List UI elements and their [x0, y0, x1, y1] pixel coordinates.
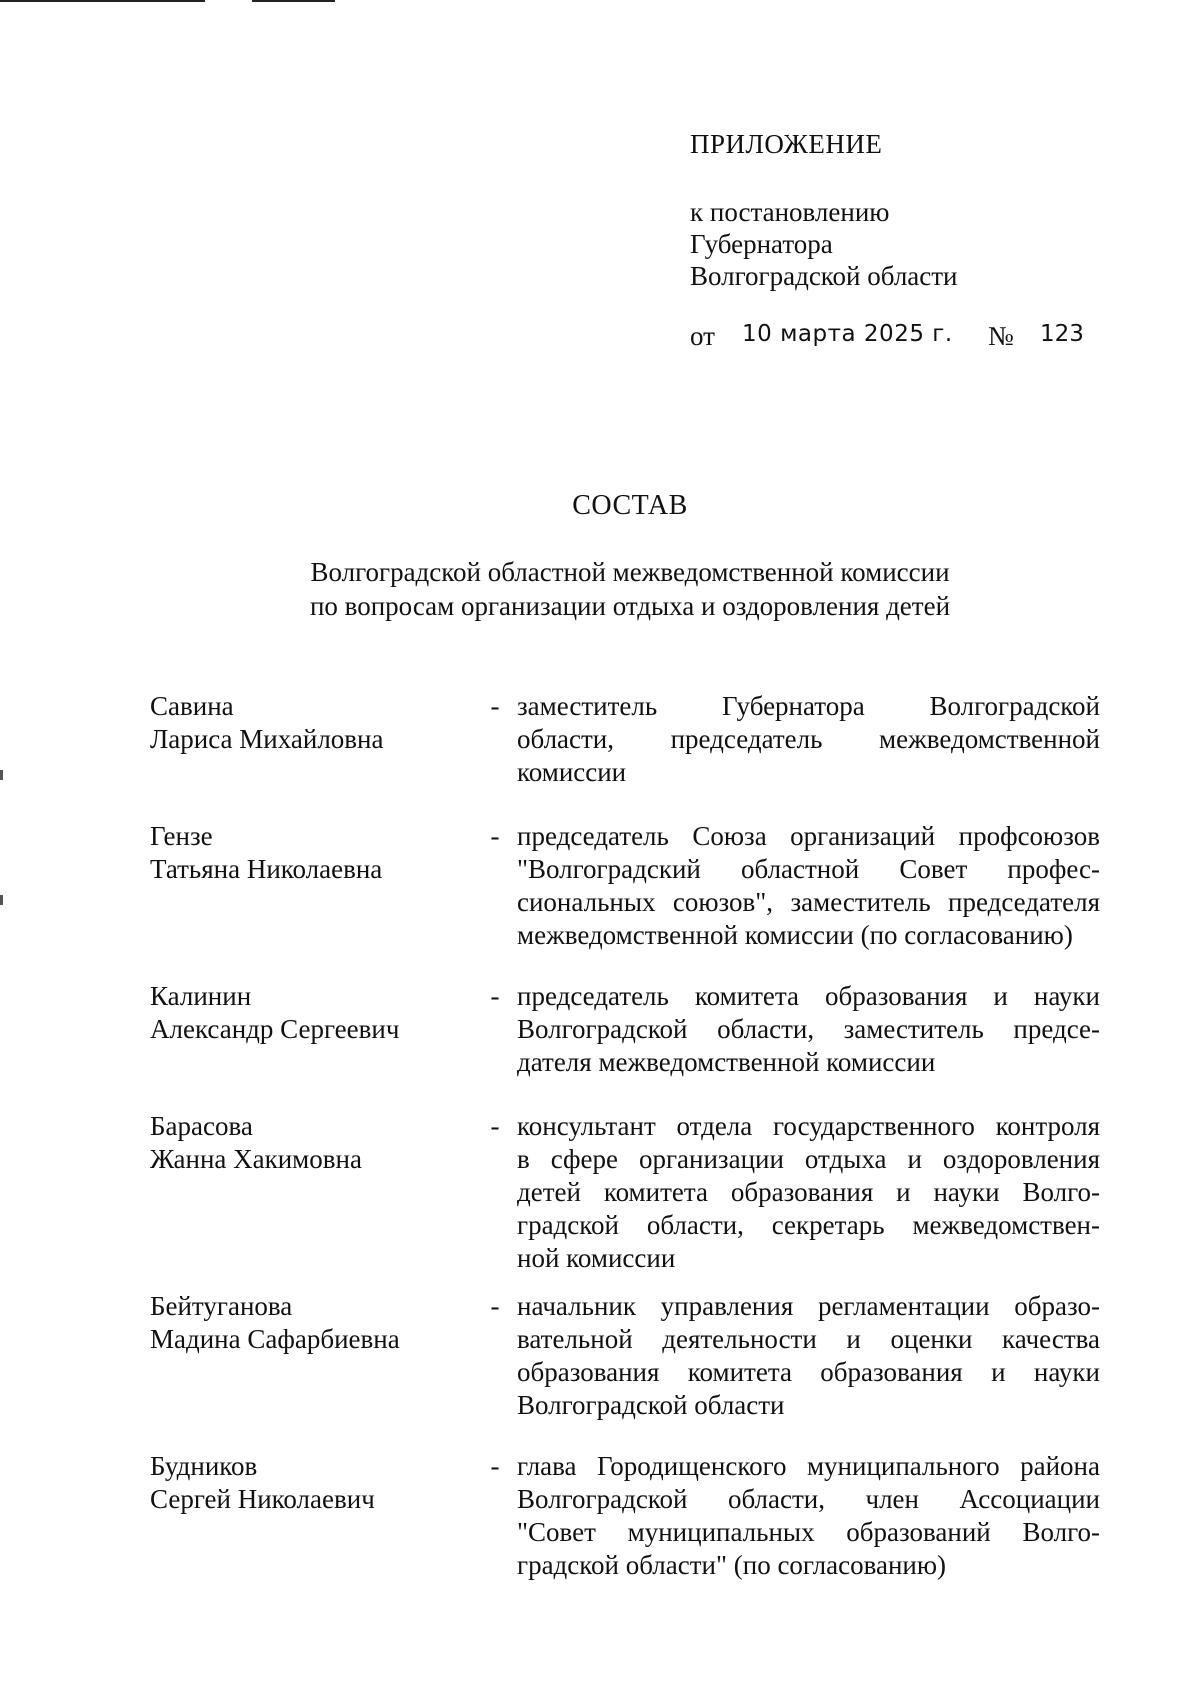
member-role-line: области, председатель межведомственной: [517, 724, 1100, 754]
scan-edge-mark: [0, 895, 3, 905]
member-role-line: вательной деятельности и оценки качества: [517, 1324, 1100, 1354]
document-title: СОСТАВ: [572, 490, 688, 521]
member-role-line: ной комиссии: [517, 1243, 676, 1273]
member-row: [150, 690, 1100, 787]
appendix-line: к постановлению: [690, 197, 890, 227]
member-row: [150, 820, 1100, 950]
member-role-line: в сфере организации отдыха и оздоровления: [517, 1144, 1100, 1174]
member-given-name: Мадина Сафарбиевна: [150, 1324, 400, 1354]
document-subtitle: [0, 555, 1200, 623]
member-surname: Савина: [150, 691, 234, 721]
member-role-line: председатель комитета образования и науки: [517, 981, 1100, 1011]
member-role-line: консультант отдела государственного контроля: [517, 1111, 1100, 1141]
appendix-line: Волгоградской области: [690, 261, 958, 291]
appendix-line: Губернатора: [690, 229, 833, 259]
member-role-line: градской области" (по согласованию): [517, 1550, 947, 1580]
member-name: [150, 690, 480, 756]
subtitle-line: Волгоградской областной межведомственной комиссии: [310, 557, 950, 587]
member-surname: Барасова: [150, 1111, 253, 1141]
member-name: [150, 1450, 480, 1516]
member-role-line: "Совет муниципальных образований Волго-: [517, 1517, 1100, 1547]
subtitle-line: по вопросам организации отдыха и оздоровления детей: [309, 591, 951, 621]
member-role-line: "Волгоградский областной Совет профес-: [517, 854, 1100, 884]
member-role: [517, 1110, 1100, 1275]
member-role-line: сиональных союзов", заместитель председателя: [517, 887, 1100, 917]
member-role-line: Волгоградской области, заместитель предсе-: [517, 1014, 1100, 1044]
member-name: [150, 820, 480, 886]
member-given-name: Лариса Михайловна: [150, 724, 384, 754]
member-role-line: градской области, секретарь межведомствен-: [517, 1210, 1100, 1240]
member-surname: Калинин: [150, 981, 252, 1011]
member-row: [150, 1290, 1100, 1420]
member-dash: -: [490, 821, 500, 851]
member-role: [517, 820, 1100, 952]
date-prefix: от: [690, 321, 715, 351]
appendix-block: [690, 128, 1110, 350]
member-role: [517, 1450, 1100, 1582]
member-surname: Гензе: [150, 821, 213, 851]
member-role: [517, 980, 1100, 1079]
member-dash: -: [490, 981, 500, 1011]
member-role-line: детей комитета образования и науки Волго-: [517, 1177, 1100, 1207]
member-role-line: заместитель Губернатора Волгоградской: [517, 691, 1100, 721]
member-row: [150, 1110, 1100, 1273]
appendix-heading: ПРИЛОЖЕНИЕ: [690, 129, 883, 159]
member-name: [150, 980, 480, 1046]
member-role-line: начальник управления регламентации образо-: [517, 1291, 1100, 1321]
member-role-line: комиссии: [517, 757, 627, 787]
number-symbol: №: [988, 321, 1014, 351]
decree-date-row: [690, 318, 1110, 350]
member-row: [150, 980, 1100, 1077]
member-dash: -: [490, 691, 500, 721]
member-role-line: Волгоградской области: [517, 1390, 785, 1420]
member-given-name: Сергей Николаевич: [150, 1484, 375, 1514]
member-role: [517, 690, 1100, 789]
member-given-name: Александр Сергеевич: [150, 1014, 400, 1044]
member-role-line: Волгоградской области, член Ассоциации: [517, 1484, 1100, 1514]
member-given-name: Жанна Хакимовна: [150, 1144, 362, 1174]
member-dash: -: [490, 1111, 500, 1141]
member-name: [150, 1290, 480, 1356]
member-dash: -: [490, 1451, 500, 1481]
member-name: [150, 1110, 480, 1176]
member-role-line: межведомственной комиссии (по согласованию): [517, 920, 1073, 950]
member-role: [517, 1290, 1100, 1422]
scan-edge-line: [0, 0, 205, 2]
member-role-line: глава Городищенского муниципального района: [517, 1451, 1100, 1481]
member-row: [150, 1450, 1100, 1580]
member-role-line: дателя межведомственной комиссии: [517, 1047, 936, 1077]
appendix-reference: [690, 196, 1110, 292]
scan-edge-mark: [0, 770, 3, 780]
member-role-line: образования комитета образования и науки: [517, 1357, 1100, 1387]
member-surname: Бейтуганова: [150, 1291, 293, 1321]
scan-edge-line: [252, 0, 335, 2]
member-given-name: Татьяна Николаевна: [150, 854, 383, 884]
member-role-line: председатель Союза организаций профсоюзов: [517, 821, 1100, 851]
decree-date: 10 марта 2025 г.: [742, 321, 953, 347]
member-dash: -: [490, 1291, 500, 1321]
decree-number: 123: [1040, 321, 1084, 347]
member-surname: Будников: [150, 1451, 258, 1481]
